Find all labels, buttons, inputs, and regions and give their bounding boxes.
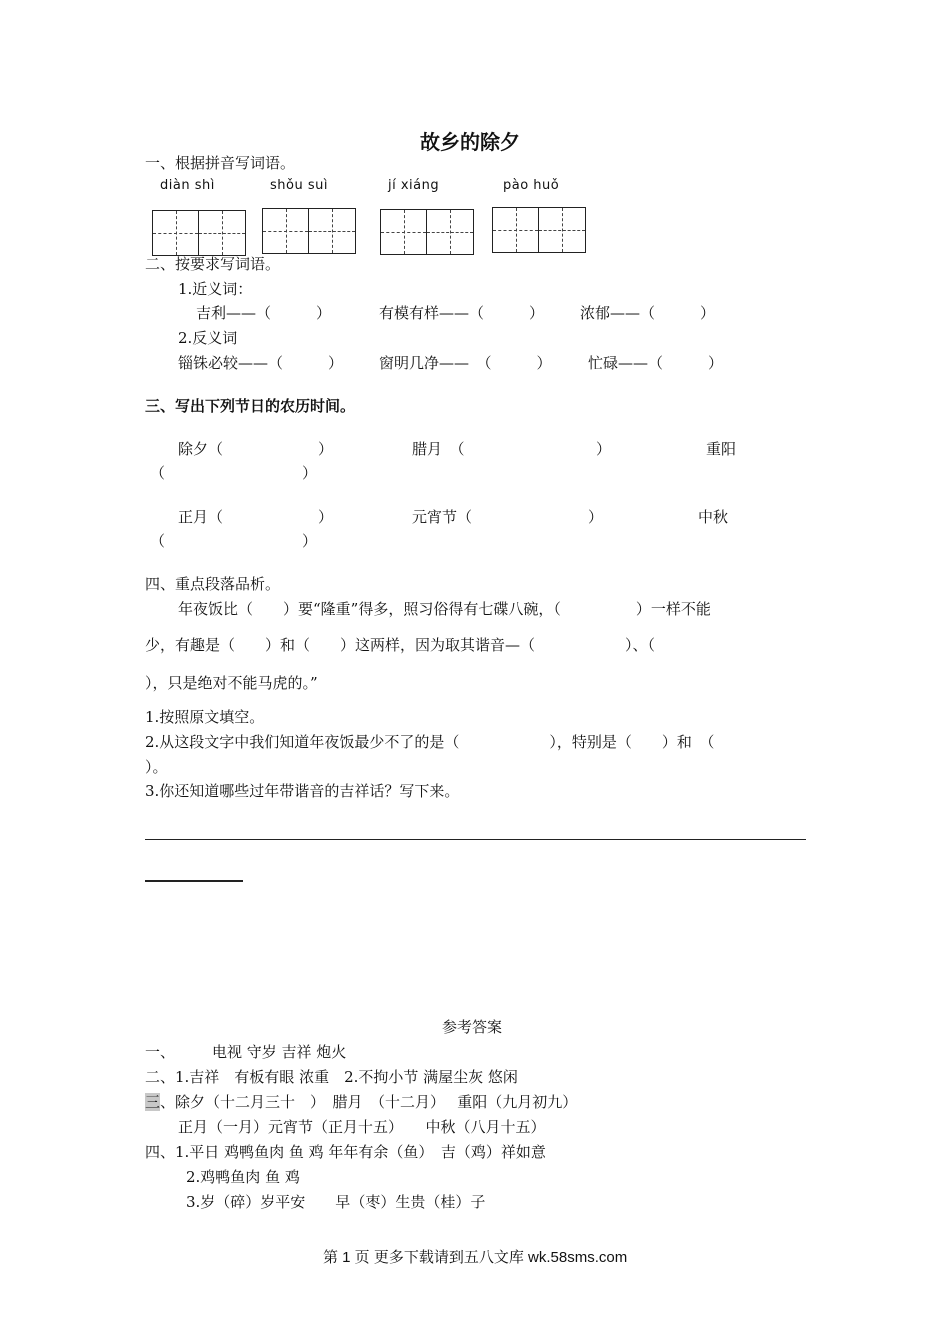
question-3: 3.你还知道哪些过年带谐音的吉祥话？写下来。 [145,782,460,800]
answer-line-2[interactable] [145,880,243,882]
writing-grid-1[interactable] [152,210,246,256]
synonym-item-2: 有模有样——（ ） [379,304,545,322]
page-title: 故乡的除夕 [420,130,520,154]
bracket-open: （ [150,532,166,550]
passage-line-3: ），只是绝对不能马虎的。” [145,674,318,692]
writing-grid-3[interactable] [380,209,474,255]
answer-1-label: 一、 [145,1043,176,1061]
festival-chongyang: 重阳 [706,440,737,458]
section-2-heading: 二、按要求写词语。 [145,255,281,273]
festival-layue: 腊月 （ [412,440,465,458]
bracket-close: ） [596,440,612,458]
writing-grid-4[interactable] [492,207,586,253]
bracket-close: ） [318,508,334,526]
bracket-open: （ [150,464,166,482]
antonym-item-1: 锱铢必较——（ ） [178,354,344,372]
pinyin-3: jí xiáng [388,178,440,193]
answer-3 [145,1091,577,1112]
answer-4-2: 2.鸡鸭鱼肉 鱼 鸡 [186,1168,300,1186]
festival-zhengyue: 正月（ [178,508,224,526]
festival-yuanxiao: 元宵节（ [412,508,473,526]
bracket-close: ） [302,464,318,482]
antonym-item-2: 窗明几净—— （ ） [379,354,552,372]
question-2: 2.从这段文字中我们知道年夜饭最少不了的是（ ），特别是（ ）和 （ [145,733,715,751]
synonym-label: 1.近义词： [178,280,253,298]
question-1: 1.按照原文填空。 [145,708,265,726]
answer-4-3: 3.岁（碎）岁平安 早（枣）生贵（桂）子 [186,1193,486,1211]
passage-line-2: 少，有趣是（ ）和（ ）这两样，因为取其谐音—（ ）、（ [145,636,656,654]
section-1-heading: 一、根据拼音写词语。 [145,154,296,172]
answer-3-label: 三 [145,1093,161,1111]
pinyin-2: shǒu suì [270,178,328,193]
festival-chuxi: 除夕（ [178,440,224,458]
answer-3-text: 、除夕（十二月三十 ） 腊月 （十二月） 重阳（九月初九） [160,1093,578,1111]
question-2-continued: ）。 [145,758,168,776]
answer-3-continued: 正月（一月）元宵节（正月十五） 中秋（八月十五） [178,1118,546,1136]
section-3-heading: 三、写出下列节日的农历时间。 [145,397,356,415]
answers-heading: 参考答案 [442,1018,503,1036]
synonym-item-1: 吉利——（ ） [196,304,332,322]
passage-line-1: 年夜饭比（ ）要“隆重”得多，照习俗得有七碟八碗，（ ）一样不能 [178,600,711,618]
writing-grid-2[interactable] [262,208,356,254]
page-footer: 第 1 页 更多下载请到五八文库 wk.58sms.com [323,1249,628,1266]
festival-zhongqiu: 中秋 [698,508,729,526]
bracket-close: ） [302,532,318,550]
section-4-heading: 四、重点段落品析。 [145,575,281,593]
answer-line-1[interactable] [145,839,806,840]
answer-2: 二、1.吉祥 有板有眼 浓重 2.不拘小节 满屋尘灰 悠闲 [145,1068,518,1086]
bracket-close: ） [588,508,604,526]
answer-1: 电视 守岁 吉祥 炮火 [212,1043,347,1061]
pinyin-1: diàn shì [160,178,215,193]
pinyin-4: pào huǒ [503,178,560,193]
antonym-item-3: 忙碌——（ ） [588,354,724,372]
synonym-item-3: 浓郁——（ ） [580,304,716,322]
answer-4: 四、1.平日 鸡鸭鱼肉 鱼 鸡 年年有余（鱼） 吉（鸡）祥如意 [145,1143,546,1161]
antonym-label: 2.反义词 [178,329,238,347]
bracket-close: ） [318,440,334,458]
